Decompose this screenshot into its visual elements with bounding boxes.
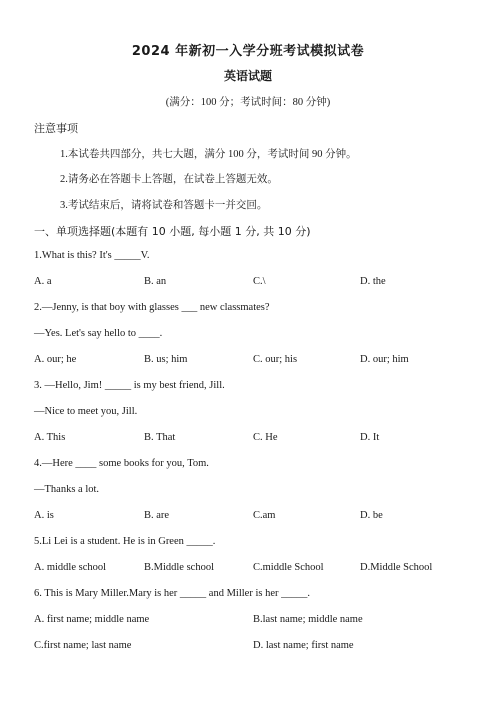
option-a: A. This xyxy=(34,432,66,443)
option-b: B. are xyxy=(144,510,170,521)
option-c: C. our; his xyxy=(253,354,298,365)
question-stem: 6. This is Mary Miller.Mary is her _____ and Miller is her _____. xyxy=(34,588,310,599)
exam-subtitle: 英语试题 xyxy=(223,69,272,83)
question-stem: 2.—Jenny, is that boy with glasses ___ new classmates? xyxy=(34,302,270,313)
question-stem: 4.—Here ____ some books for you, Tom. xyxy=(34,458,209,469)
question-stem: 3. —Hello, Jim! _____ is my best friend, Jill. xyxy=(34,380,225,391)
question-stem: —Nice to meet you, Jill. xyxy=(34,406,138,417)
option-a: A. a xyxy=(34,276,52,287)
option-d: D. It xyxy=(360,432,380,443)
option-b: B. That xyxy=(144,432,176,443)
question-stem: 1.What is this? It's _____V. xyxy=(34,250,150,261)
note-item: 1.本试卷共四部分，共七大题，满分 100 分，考试时间 90 分钟。 xyxy=(60,149,357,160)
option-d: D. the xyxy=(360,276,386,287)
option-b: B. us; him xyxy=(144,354,188,365)
question-stem: —Thanks a lot. xyxy=(34,484,100,495)
option-c: C.\ xyxy=(253,276,266,287)
option-b: B. an xyxy=(144,276,167,287)
option-d: D. our; him xyxy=(360,354,409,365)
option-d: D.Middle School xyxy=(360,562,433,573)
section-heading: 一、单项选择题(本题有 10 小题, 每小题 1 分, 共 10 分) xyxy=(34,225,311,238)
option-c: C.middle School xyxy=(253,562,324,573)
exam-title: 2024 年新初一入学分班考试模拟试卷 xyxy=(131,44,365,59)
exam-meta: (满分：100 分；考试时间：80 分钟) xyxy=(165,97,331,108)
option-c: C.am xyxy=(253,510,276,521)
option-d: D. be xyxy=(360,510,383,521)
option-b: B.last name; middle name xyxy=(253,614,363,625)
option-c: C. He xyxy=(253,432,278,443)
option-a: A. is xyxy=(34,510,54,521)
option-a: A. our; he xyxy=(34,354,77,365)
question-stem: —Yes. Let's say hello to ____. xyxy=(34,328,163,339)
question-stem: 5.Li Lei is a student. He is in Green _____. xyxy=(34,536,216,547)
notes-heading: 注意事项 xyxy=(34,122,78,135)
note-item: 2.请务必在答题卡上答题，在试卷上答题无效。 xyxy=(60,174,278,185)
option-d: D. last name; first name xyxy=(253,640,354,651)
option-a: A. first name; middle name xyxy=(34,614,150,625)
option-a: A. middle school xyxy=(34,562,107,573)
note-item: 3.考试结束后，请将试卷和答题卡一并交回。 xyxy=(60,200,268,211)
option-c: C.first name; last name xyxy=(34,640,132,651)
option-b: B.Middle school xyxy=(144,562,214,573)
